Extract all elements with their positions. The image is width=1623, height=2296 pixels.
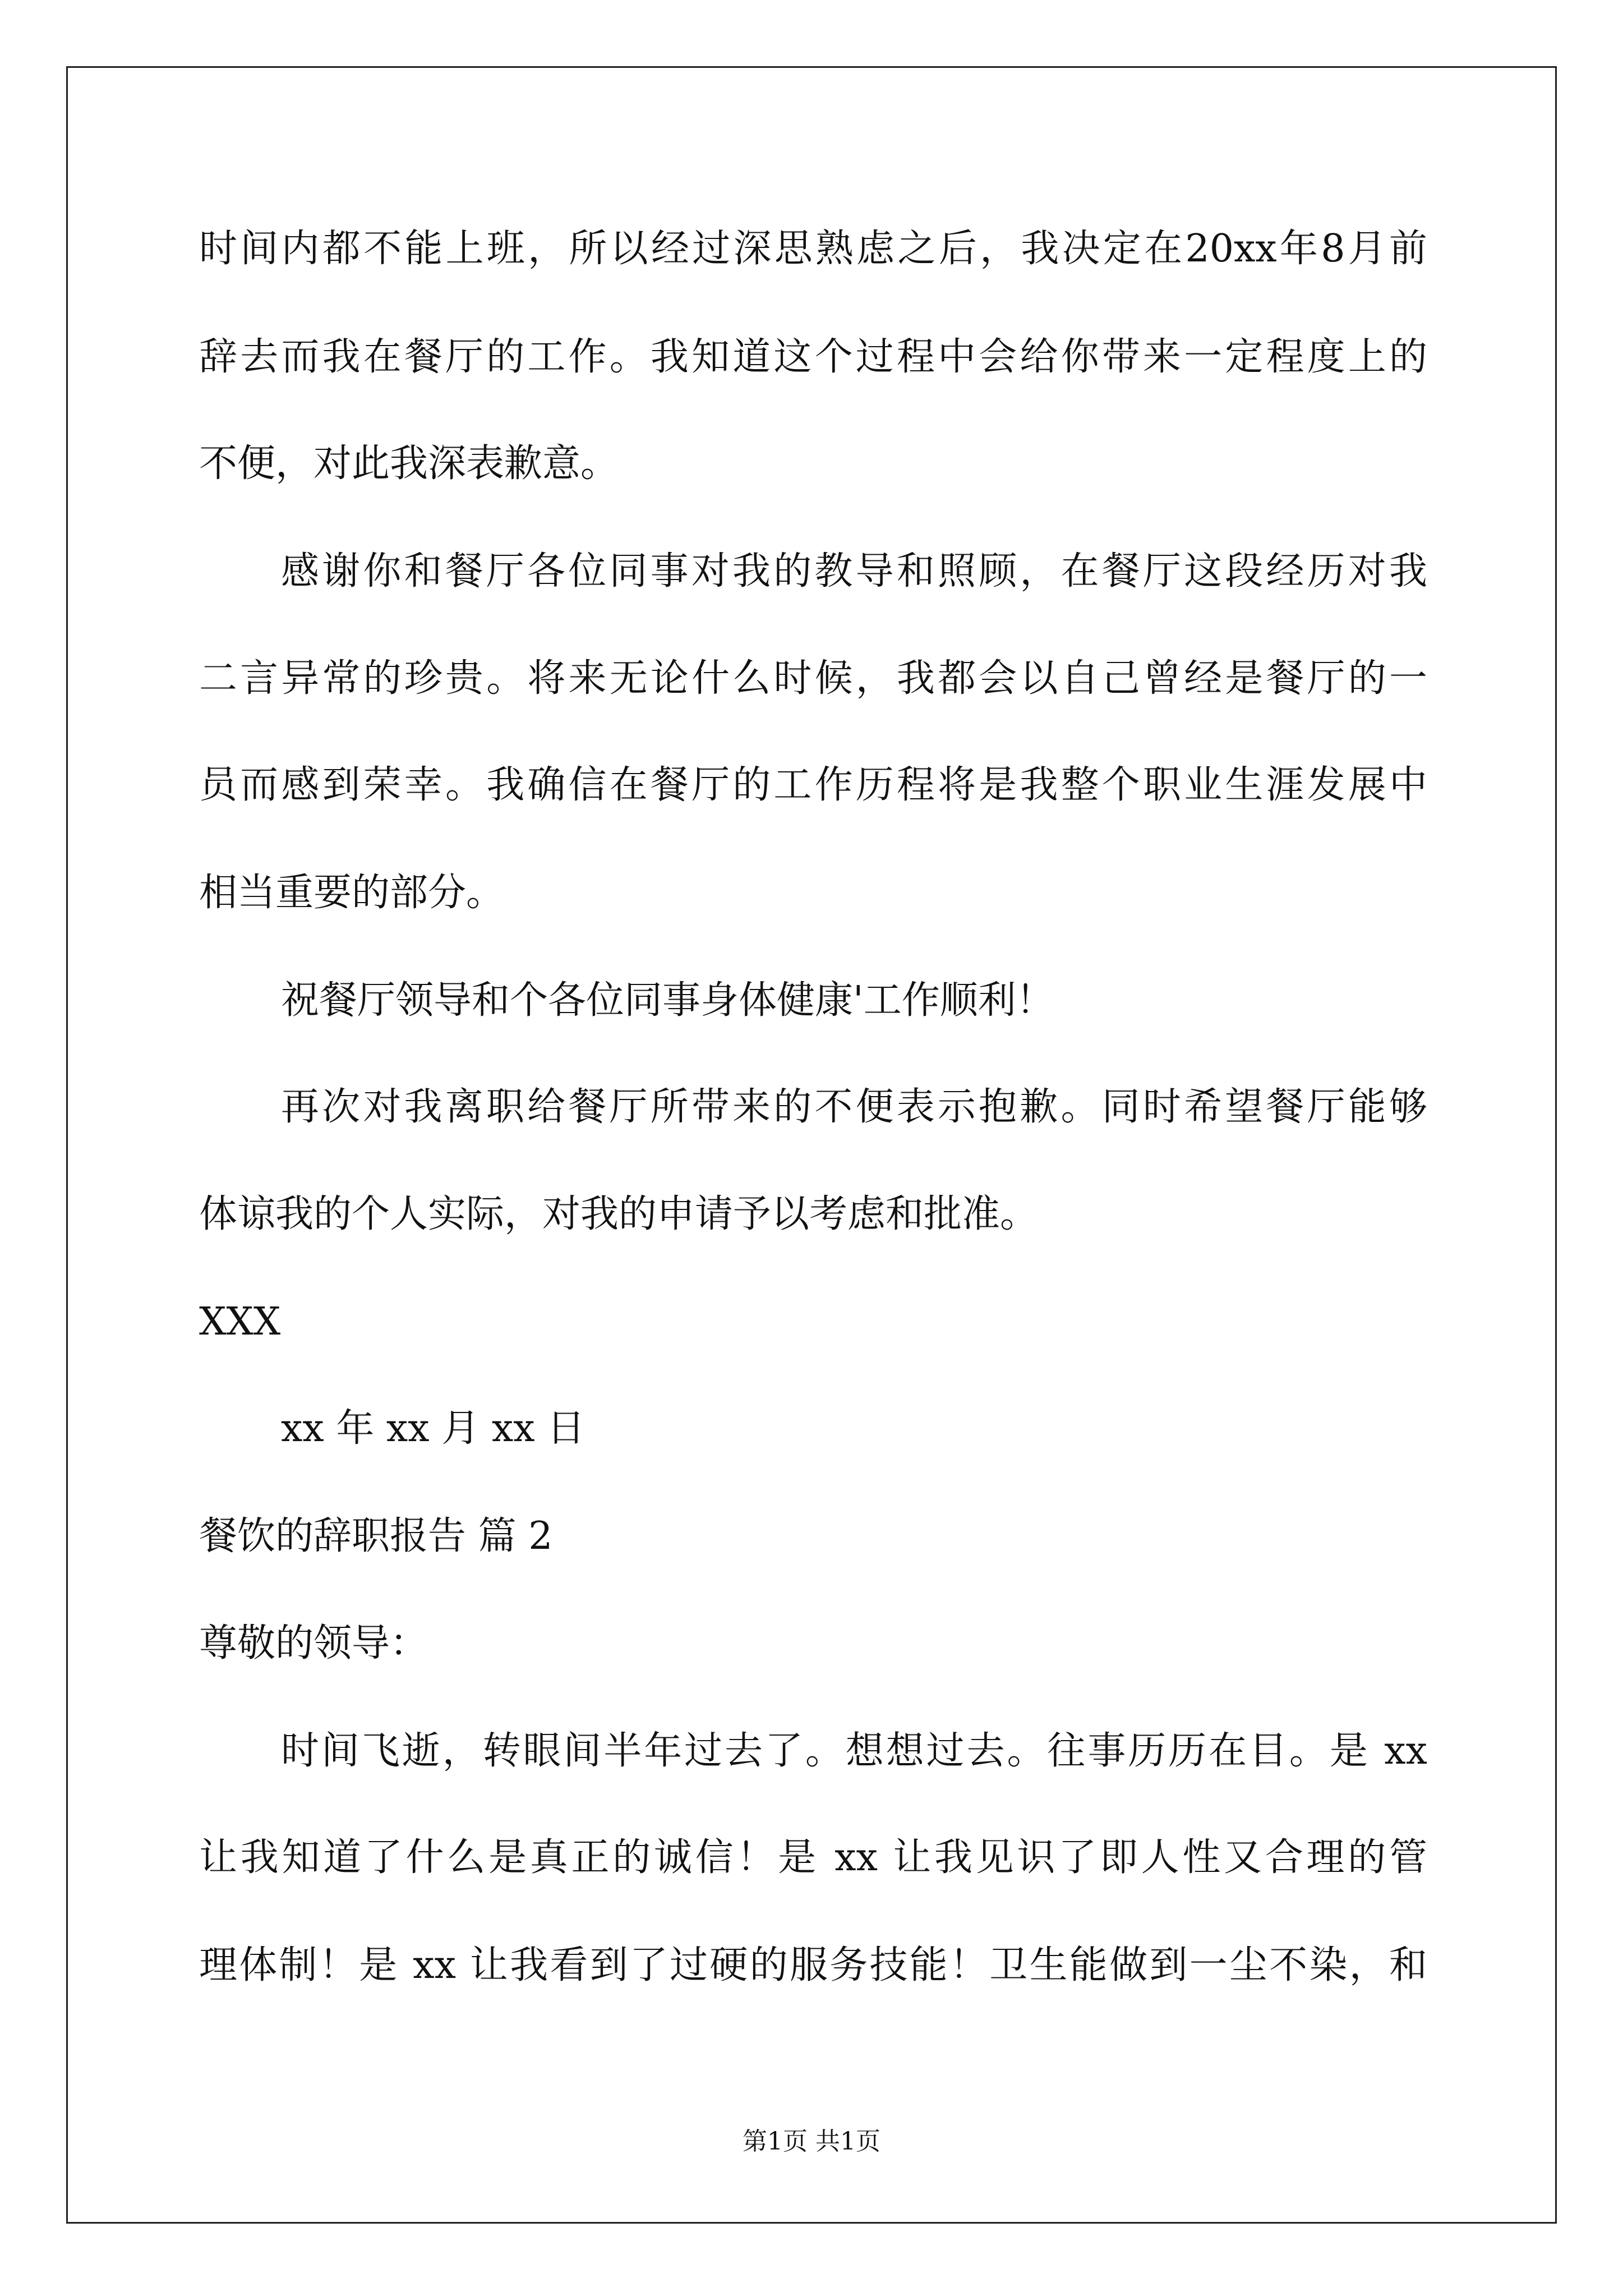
- text-line: 二言异常的珍贵。将来无论什么时候，我都会以自己曾经是餐厅的一: [199, 656, 1427, 701]
- text-line: 感谢你和餐厅各位同事对我的教导和照顾，在餐厅这段经历对我: [281, 549, 1427, 593]
- text-line: 理体制！是 xx 让我看到了过硬的服务技能！卫生能做到一尘不染，和: [199, 1943, 1427, 1987]
- signature: XXX: [199, 1300, 281, 1344]
- text-line: 相当重要的部分。: [199, 871, 505, 915]
- text-line: 祝餐厅领导和个各位同事身体健康'工作顺利！: [281, 978, 1054, 1023]
- text-line: 再次对我离职给餐厅所带来的不便表示抱歉。同时希望餐厅能够: [281, 1085, 1427, 1129]
- text-line: 不便，对此我深表歉意。: [199, 441, 619, 486]
- text-line: 时间内都不能上班，所以经过深思熟虑之后，我决定在20xx年8月前: [199, 227, 1427, 271]
- date-line: xx 年 xx 月 xx 日: [281, 1406, 585, 1451]
- text-line: 让我知道了什么是真正的诚信！是 xx 让我见识了即人性又合理的管: [199, 1835, 1427, 1880]
- salutation: 尊敬的领导：: [199, 1621, 428, 1665]
- text-line: 员而感到荣幸。我确信在餐厅的工作历程将是我整个职业生涯发展中: [199, 763, 1427, 807]
- section-heading: 餐饮的辞职报告 篇 2: [199, 1514, 553, 1558]
- text-line: 体谅我的个人实际，对我的申请予以考虑和批准。: [199, 1192, 1039, 1236]
- text-line: 辞去而我在餐厅的工作。我知道这个过程中会给你带来一定程度上的: [199, 335, 1427, 379]
- page-border: [66, 66, 1557, 2224]
- page-footer: 第1页 共1页: [743, 2127, 880, 2156]
- text-line: 时间飞逝，转眼间半年过去了。想想过去。往事历历在目。是 xx: [281, 1729, 1427, 1773]
